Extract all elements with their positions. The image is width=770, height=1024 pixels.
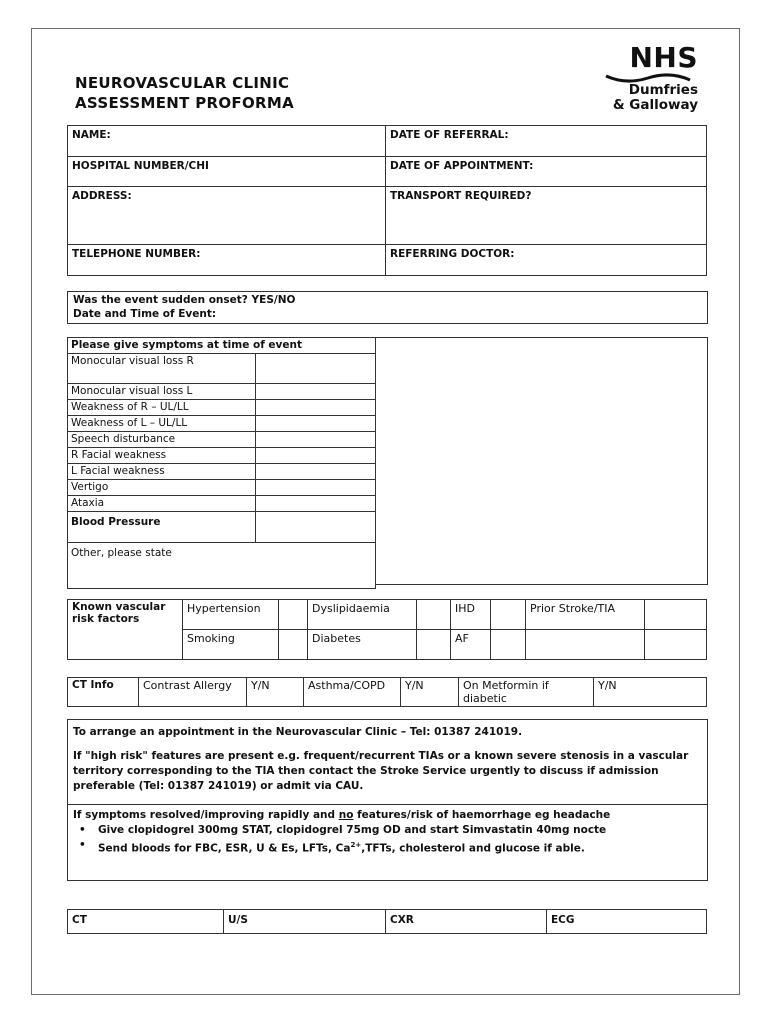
- symptoms-heading: Please give symptoms at time of event: [68, 338, 376, 354]
- title-line-2: ASSESSMENT PROFORMA: [75, 94, 294, 112]
- ct-info-label: CT Info: [68, 678, 139, 707]
- symptom-value[interactable]: [256, 416, 376, 432]
- telephone-number-field[interactable]: TELEPHONE NUMBER:: [68, 245, 386, 276]
- contrast-allergy-label: Contrast Allergy: [139, 678, 247, 707]
- risk-value[interactable]: [417, 630, 451, 660]
- risk-item-dyslipidaemia: Dyslipidaemia: [308, 600, 417, 630]
- name-field[interactable]: NAME:: [68, 126, 386, 157]
- risk-item-diabetes: Diabetes: [308, 630, 417, 660]
- nhs-logo: [598, 43, 698, 113]
- symptom-value[interactable]: [256, 448, 376, 464]
- symptom-row: Weakness of R – UL/LL: [68, 400, 256, 416]
- ct-info-table: [67, 677, 707, 707]
- metformin-yn[interactable]: Y/N: [594, 678, 707, 707]
- bullet-bloods: • Send bloods for FBC, ESR, U & Es, LFTs, $Ca^{2+},TFTs$, cholesterol and glucose if able.: [73, 838, 702, 857]
- logo-line-2: & Galloway: [612, 97, 698, 113]
- risk-value[interactable]: [491, 600, 526, 630]
- asthma-copd-yn[interactable]: Y/N: [401, 678, 459, 707]
- event-date-time[interactable]: Date and Time of Event:: [73, 308, 217, 320]
- risk-value[interactable]: [645, 630, 707, 660]
- test-ct[interactable]: CT: [68, 910, 224, 934]
- risk-value[interactable]: [417, 600, 451, 630]
- bullet-clopidogrel: • Give clopidogrel 300mg STAT, clopidogrel 75mg OD and start Simvastatin 40mg nocte: [73, 823, 702, 838]
- symptoms-section: [67, 337, 708, 585]
- appointment-info: [68, 720, 707, 805]
- other-symptoms-field[interactable]: Other, please state: [68, 543, 376, 589]
- risk-value[interactable]: [491, 630, 526, 660]
- symptom-row: R Facial weakness: [68, 448, 256, 464]
- form-title: [75, 73, 294, 113]
- instructions-box: [67, 719, 708, 881]
- symptom-value[interactable]: [256, 480, 376, 496]
- address-field[interactable]: ADDRESS:: [68, 187, 386, 245]
- proforma-page: [31, 28, 740, 995]
- symptom-value[interactable]: [256, 432, 376, 448]
- symptom-row: L Facial weakness: [68, 464, 256, 480]
- logo-line-1: Dumfries: [628, 82, 698, 98]
- test-us[interactable]: U/S: [224, 910, 386, 934]
- blood-pressure-label: Blood Pressure: [68, 512, 256, 543]
- risk-value[interactable]: [279, 600, 308, 630]
- symptom-row: Monocular visual loss R: [68, 354, 256, 384]
- symptom-row: Ataxia: [68, 496, 256, 512]
- patient-details-table: [67, 125, 707, 276]
- risk-factors-table: [67, 599, 707, 660]
- resolved-symptoms-text: If symptoms resolved/improving rapidly and no features/risk of haemorrhage eg headache: [73, 809, 611, 821]
- risk-item-smoking: Smoking: [183, 630, 279, 660]
- symptom-value[interactable]: [256, 400, 376, 416]
- title-line-1: NEUROVASCULAR CLINIC: [75, 74, 290, 92]
- event-onset-box: [67, 291, 708, 324]
- tests-table: [67, 909, 707, 934]
- risk-item-ihd: IHD: [451, 600, 491, 630]
- symptom-row: Vertigo: [68, 480, 256, 496]
- referring-doctor-field[interactable]: REFERRING DOCTOR:: [386, 245, 707, 276]
- nhs-logo-text: NHS: [629, 41, 698, 74]
- risk-item-af: AF: [451, 630, 491, 660]
- symptoms-notes-area[interactable]: [375, 337, 708, 585]
- risk-value[interactable]: [526, 630, 645, 660]
- sudden-onset-question[interactable]: Was the event sudden onset? YES/NO: [73, 294, 296, 306]
- risk-value[interactable]: [279, 630, 308, 660]
- high-risk-text: If "high risk" features are present e.g. frequent/recurrent TIAs or a known severe stenosis in a vascular territory corresponding to the TIA then contact the Stroke Service urgently to discuss if admission preferable (Tel: 01387 241019) or admit via CAU.: [73, 750, 689, 792]
- symptoms-table: [67, 337, 376, 589]
- appointment-text: To arrange an appointment in the Neurovascular Clinic – Tel: 01387 241019.: [73, 726, 523, 738]
- risk-item-prior-stroke: Prior Stroke/TIA: [526, 600, 645, 630]
- symptom-value[interactable]: [256, 354, 376, 384]
- date-of-appointment-field[interactable]: DATE OF APPOINTMENT:: [386, 157, 707, 187]
- contrast-allergy-yn[interactable]: Y/N: [247, 678, 304, 707]
- asthma-copd-label: Asthma/COPD: [304, 678, 401, 707]
- symptom-row: Monocular visual loss L: [68, 384, 256, 400]
- treatment-info: [68, 806, 707, 859]
- risk-item-hypertension: Hypertension: [183, 600, 279, 630]
- symptom-row: Speech disturbance: [68, 432, 256, 448]
- symptom-value[interactable]: [256, 464, 376, 480]
- symptom-value[interactable]: [256, 496, 376, 512]
- transport-required-field[interactable]: TRANSPORT REQUIRED?: [386, 187, 707, 245]
- symptom-value[interactable]: [256, 384, 376, 400]
- blood-pressure-value[interactable]: [256, 512, 376, 543]
- test-cxr[interactable]: CXR: [386, 910, 547, 934]
- test-ecg[interactable]: ECG: [547, 910, 707, 934]
- metformin-label: On Metformin if diabetic: [459, 678, 594, 707]
- symptom-row: Weakness of L – UL/LL: [68, 416, 256, 432]
- date-of-referral-field[interactable]: DATE OF REFERRAL:: [386, 126, 707, 157]
- risk-value[interactable]: [645, 600, 707, 630]
- hospital-number-field[interactable]: HOSPITAL NUMBER/CHI: [68, 157, 386, 187]
- risk-factors-label: Known vascular risk factors: [68, 600, 183, 660]
